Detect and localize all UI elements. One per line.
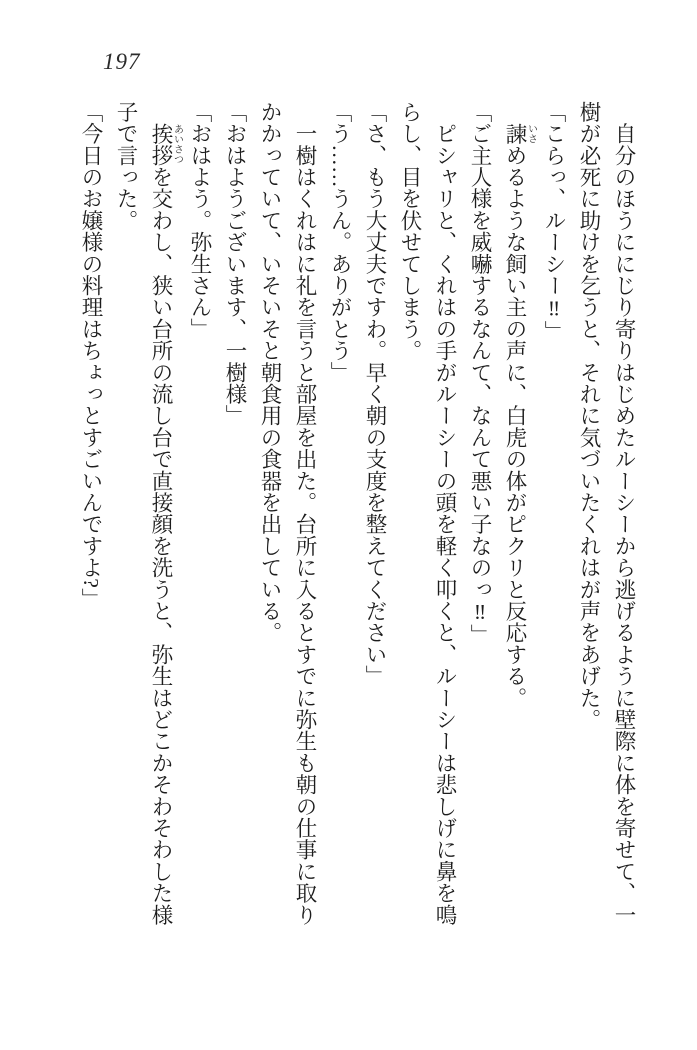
text-line-13: 「おはよう。弥生さん」 (188, 101, 212, 340)
text-line-5: 「ご主人様を威嚇するなんて、なんて悪い子なのっ‼」 (468, 101, 492, 646)
text-line-12: 「おはようございます、一樹様」 (223, 101, 247, 427)
text-line-7: らし、目を伏せてしまう。 (398, 101, 422, 362)
page-number: 197 (103, 49, 141, 74)
text-line-3: 「こらっ、ルーシー‼」 (542, 101, 566, 343)
text-line-15: 子で言った。 (114, 101, 138, 232)
text-line-1: 自分のほうににじり寄りはじめたルーシーから逃げるように壁際に体を寄せて、一 (612, 122, 636, 926)
text-line-2: 樹が必死に助けを乞うと、それに気づいたくれはが声をあげた。 (577, 101, 601, 731)
text-line-4: 諫いさめるような飼い主の声に、白虎の体がピクリと反応する。 (503, 122, 537, 709)
text-line-11: かかっていて、いそいそと朝食用の食器を出している。 (258, 101, 282, 644)
ruby-annotated-word: 挨拶あいさつ (149, 122, 183, 167)
text-block (73, 101, 641, 943)
text-line-10: 一樹はくれはに礼を言うと部屋を出た。台所に入るとすでに弥生も朝の仕事に取り (293, 122, 317, 926)
ruby-annotated-word: 諫いさ (503, 122, 537, 145)
text-line-14: 挨拶あいさつを交わし、狭い台所の流し台で直接顔を洗うと、弥生はどこかそわそわした様 (149, 122, 183, 926)
text-line-6: ピシャリと、くれはの手がルーシーの頭を軽く叩くと、ルーシーは悲しげに鼻を鳴 (433, 122, 457, 926)
text-line-9: 「う……うん。ありがとう」 (328, 101, 352, 384)
text-line-16: 「今日のお嬢様の料理はちょっとすごいんですよ?」 (79, 101, 103, 610)
text-line-8: 「さ、もう大丈夫ですわ。早く朝の支度を整えてください」 (363, 101, 387, 687)
